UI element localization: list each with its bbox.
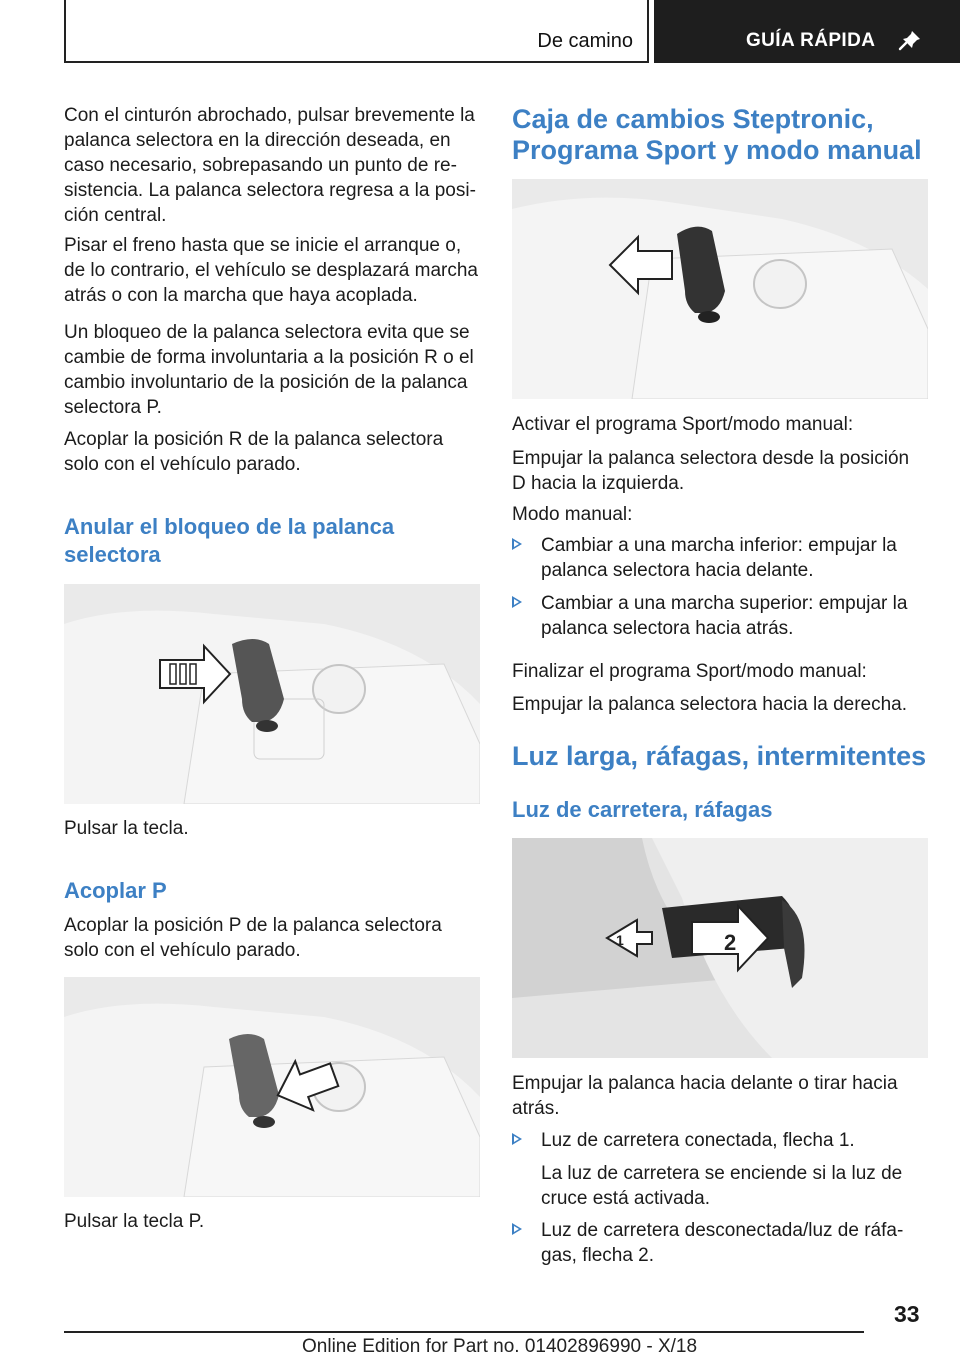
footer-divider: [64, 1331, 864, 1333]
steptronic-selector-image: [512, 179, 928, 399]
heading-lights: Luz larga, ráfagas, intermitentes: [512, 741, 927, 771]
bullet-triangle-icon: [512, 1133, 522, 1145]
paragraph-brake: Pisar el freno hasta que se inicie el arranque o, de lo contrario, el vehículo se desplazará marcha atrás o con la marcha que haya acoplada.: [64, 235, 479, 306]
header-guide-box: [654, 0, 960, 63]
gear-selector-park-image: [64, 977, 480, 1197]
section-title: De camino: [537, 30, 633, 52]
heading-unlock-selector: Anular el bloqueo de la palanca selectora: [64, 514, 395, 567]
light-stalk-image: [512, 838, 928, 1058]
bullet-triangle-icon: [512, 596, 522, 608]
stalk-label-1: 1: [616, 932, 624, 948]
paragraph-beam-note: La luz de carretera se enciende si la luz de cruce está activada.: [541, 1163, 903, 1209]
paragraph-press-p: Pulsar la tecla P.: [64, 1211, 205, 1232]
gear-selector-unlock-image: [64, 584, 480, 804]
paragraph-finish-sport: Finalizar el programa Sport/modo manual:: [512, 661, 867, 682]
footer-edition: Online Edition for Part no. 01402896990 - X/18: [302, 1336, 698, 1357]
paragraph-lock: Un bloqueo de la palanca selectora evita que se cambie de forma involuntaria a la posición R o el cambio involuntario de la posición de la palanca selectora P.: [64, 322, 474, 418]
paragraph-stalk: Empujar la palanca hacia delante o tirar hacia atrás.: [512, 1073, 898, 1119]
page-number: 33: [894, 1301, 920, 1327]
heading-engage-p: Acoplar P: [64, 878, 167, 903]
header-section-box: [64, 0, 649, 63]
bullet-triangle-icon: [512, 1223, 522, 1235]
paragraph-push-left: Empujar la palanca selectora desde la posición D hacia la izquierda.: [512, 448, 910, 494]
guide-title: GUÍA RÁPIDA: [746, 30, 876, 51]
paragraph-activate-sport: Activar el programa Sport/modo manual:: [512, 414, 854, 435]
stalk-label-2: 2: [724, 930, 737, 955]
paragraph-manual-mode: Modo manual:: [512, 504, 633, 525]
paragraph-engage-p: Acoplar la posición P de la palanca selectora solo con el vehículo parado.: [64, 915, 442, 961]
paragraph-push-right: Empujar la palanca selectora hacia la derecha.: [512, 694, 908, 715]
paragraph-reverse: Acoplar la posición R de la palanca selectora solo con el vehículo parado.: [64, 429, 444, 475]
pin-icon: [897, 28, 923, 54]
bullet-triangle-icon: [512, 538, 522, 550]
paragraph-select-direction: Con el cinturón abrochado, pulsar brevemente la palanca selectora en la dirección deseada, en caso necesario, sobrepasando un punto de resistencia. La palanca selectora regresa a la posición central.: [64, 105, 476, 226]
heading-high-beam: Luz de carretera, ráfagas: [512, 797, 773, 822]
heading-steptronic: Caja de cambios Steptronic, Programa Sport y modo manual: [512, 104, 922, 165]
paragraph-press-button: Pulsar la tecla.: [64, 818, 189, 839]
